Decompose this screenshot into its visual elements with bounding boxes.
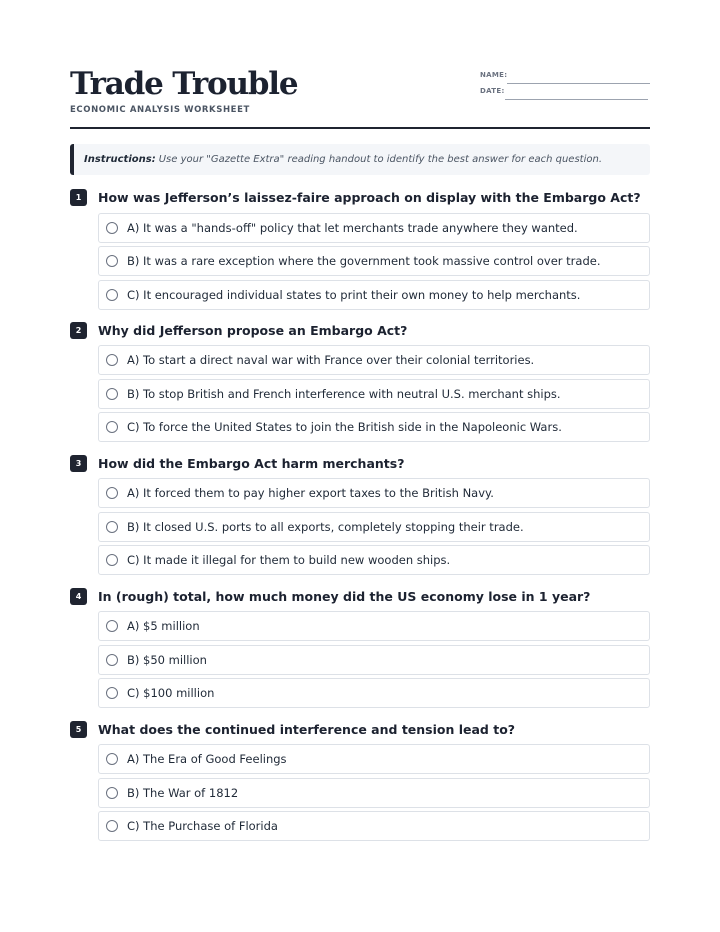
instructions-text: Use your "Gazette Extra" reading handout to identify the best answer for each question. (158, 154, 602, 165)
name-line[interactable] (507, 83, 650, 84)
option-label: A) It was a "hands-off" policy that let merchants trade anywhere they wanted. (127, 221, 578, 235)
radio-button-icon[interactable] (106, 554, 118, 566)
answer-option-c[interactable] (98, 412, 650, 442)
answer-option-b[interactable] (98, 246, 650, 276)
option-label: B) It was a rare exception where the government took massive control over trade. (127, 254, 601, 268)
question-number-badge: 4 (70, 588, 87, 605)
option-label: B) It closed U.S. ports to all exports, completely stopping their trade. (127, 520, 524, 534)
date-field[interactable] (480, 87, 650, 101)
question-number-badge: 5 (70, 721, 87, 738)
option-label: C) To force the United States to join the British side in the Napoleonic Wars. (127, 420, 562, 434)
option-label: C) It made it illegal for them to build new wooden ships. (127, 553, 451, 567)
radio-button-icon[interactable] (106, 521, 118, 533)
radio-button-icon[interactable] (106, 753, 118, 765)
instructions-box (70, 144, 650, 175)
question-number-badge: 2 (70, 322, 87, 339)
option-label: C) It encouraged individual states to print their own money to help merchants. (127, 288, 581, 302)
radio-button-icon[interactable] (106, 654, 118, 666)
radio-button-icon[interactable] (106, 388, 118, 400)
radio-button-icon[interactable] (106, 787, 118, 799)
answer-option-a[interactable] (98, 611, 650, 641)
radio-button-icon[interactable] (106, 687, 118, 699)
radio-button-icon[interactable] (106, 487, 118, 499)
worksheet-page (70, 0, 650, 833)
radio-button-icon[interactable] (106, 820, 118, 832)
question-text: How did the Embargo Act harm merchants? (98, 456, 405, 471)
name-label: NAME: (480, 71, 508, 79)
instructions-label: Instructions: (84, 154, 156, 165)
radio-button-icon[interactable] (106, 421, 118, 433)
option-label: C) $100 million (127, 686, 215, 700)
option-label: B) To stop British and French interference with neutral U.S. merchant ships. (127, 387, 561, 401)
answer-option-c[interactable] (98, 678, 650, 708)
option-label: B) The War of 1812 (127, 786, 239, 800)
page-subtitle: ECONOMIC ANALYSIS WORKSHEET (70, 105, 250, 115)
radio-button-icon[interactable] (106, 354, 118, 366)
radio-button-icon[interactable] (106, 255, 118, 267)
radio-button-icon[interactable] (106, 289, 118, 301)
name-field[interactable] (480, 71, 650, 85)
worksheet-header (70, 0, 650, 129)
answer-option-a[interactable] (98, 744, 650, 774)
answer-option-c[interactable] (98, 811, 650, 841)
question-number-badge: 3 (70, 455, 87, 472)
date-line[interactable] (505, 99, 648, 100)
option-label: B) $50 million (127, 653, 207, 667)
radio-button-icon[interactable] (106, 620, 118, 632)
radio-button-icon[interactable] (106, 222, 118, 234)
answer-option-a[interactable] (98, 213, 650, 243)
option-label: A) The Era of Good Feelings (127, 752, 287, 766)
answer-option-a[interactable] (98, 345, 650, 375)
answer-option-c[interactable] (98, 280, 650, 310)
question-text: Why did Jefferson propose an Embargo Act? (98, 323, 408, 338)
answer-option-a[interactable] (98, 478, 650, 508)
question-text: What does the continued interference and tension lead to? (98, 722, 516, 737)
question-text: In (rough) total, how much money did the US economy lose in 1 year? (98, 589, 591, 604)
question-number-badge: 1 (70, 189, 87, 206)
date-label: DATE: (480, 87, 505, 95)
question-text: How was Jefferson’s laissez-faire approach on display with the Embargo Act? (98, 190, 641, 205)
answer-option-b[interactable] (98, 379, 650, 409)
option-label: A) To start a direct naval war with France over their colonial territories. (127, 353, 535, 367)
answer-option-b[interactable] (98, 778, 650, 808)
option-label: C) The Purchase of Florida (127, 819, 278, 833)
option-label: A) It forced them to pay higher export taxes to the British Navy. (127, 486, 494, 500)
page-title: Trade Trouble (70, 66, 298, 102)
answer-option-c[interactable] (98, 545, 650, 575)
option-label: A) $5 million (127, 619, 200, 633)
answer-option-b[interactable] (98, 512, 650, 542)
answer-option-b[interactable] (98, 645, 650, 675)
